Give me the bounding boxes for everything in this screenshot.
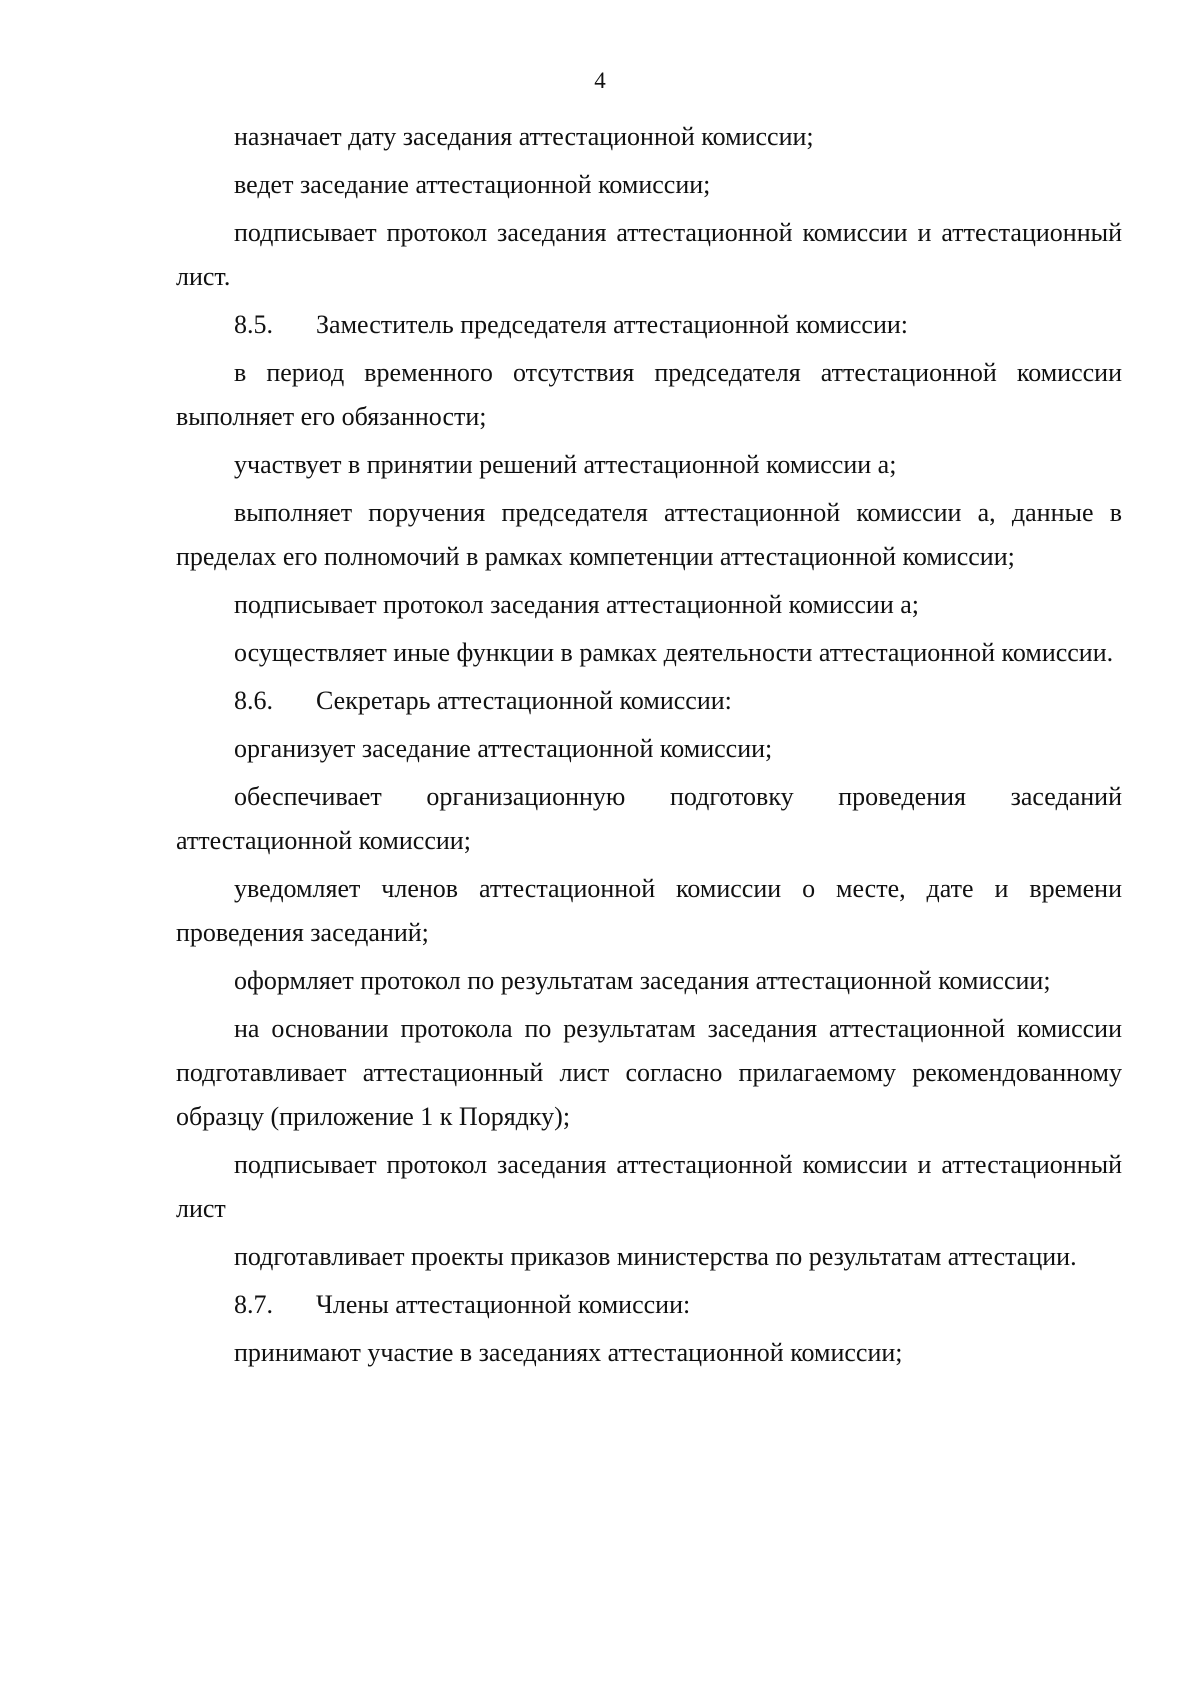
section-heading-8-7 bbox=[176, 1283, 1122, 1327]
section-heading-8-5 bbox=[176, 303, 1122, 347]
paragraph: назначает дату заседания аттестационной комиссии; bbox=[234, 122, 814, 151]
section-title: Секретарь аттестационной комиссии: bbox=[316, 686, 732, 715]
section-number: 8.5. bbox=[234, 310, 273, 339]
section-number: 8.7. bbox=[234, 1290, 273, 1319]
paragraph: оформляет протокол по результатам заседания аттестационной комиссии; bbox=[234, 966, 1051, 995]
paragraph: подготавливает проекты приказов министерства по результатам аттестации. bbox=[234, 1242, 1077, 1271]
section-title: Члены аттестационной комиссии: bbox=[316, 1290, 691, 1319]
paragraph: уведомляет членов аттестационной комиссии о месте, дате и времени проведения заседаний; bbox=[176, 874, 1122, 947]
paragraph: на основании протокола по результатам заседания аттестационной комиссии подготавливает аттестационный лист согласно прилагаемому рекомендованному образцу (приложение 1 к Порядку); bbox=[176, 1014, 1122, 1131]
paragraph: ведет заседание аттестационной комиссии; bbox=[234, 170, 711, 199]
paragraph: принимают участие в заседаниях аттестационной комиссии; bbox=[234, 1338, 903, 1367]
paragraph: в период временного отсутствия председателя аттестационной комиссии выполняет его обязанности; bbox=[176, 358, 1122, 431]
paragraph: подписывает протокол заседания аттестационной комиссии и аттестационный лист bbox=[176, 1150, 1122, 1223]
page-number: 4 bbox=[594, 68, 606, 93]
paragraph: обеспечивает организационную подготовку проведения заседаний аттестационной комиссии; bbox=[176, 782, 1122, 855]
paragraph: подписывает протокол заседания аттестационной комиссии и аттестационный лист. bbox=[176, 218, 1122, 291]
section-number: 8.6. bbox=[234, 686, 273, 715]
section-title: Заместитель председателя аттестационной комиссии: bbox=[316, 310, 909, 339]
section-heading-8-6 bbox=[176, 679, 1122, 723]
paragraph: подписывает протокол заседания аттестационной комиссии а; bbox=[234, 590, 920, 619]
paragraph: выполняет поручения председателя аттестационной комиссии а, данные в пределах его полномочий в рамках компетенции аттестационной комиссии; bbox=[176, 498, 1122, 571]
paragraph: организует заседание аттестационной комиссии; bbox=[234, 734, 773, 763]
document-body bbox=[176, 115, 1122, 1379]
paragraph: участвует в принятии решений аттестационной комиссии а; bbox=[234, 450, 897, 479]
paragraph: осуществляет иные функции в рамках деятельности аттестационной комиссии. bbox=[234, 638, 1114, 667]
